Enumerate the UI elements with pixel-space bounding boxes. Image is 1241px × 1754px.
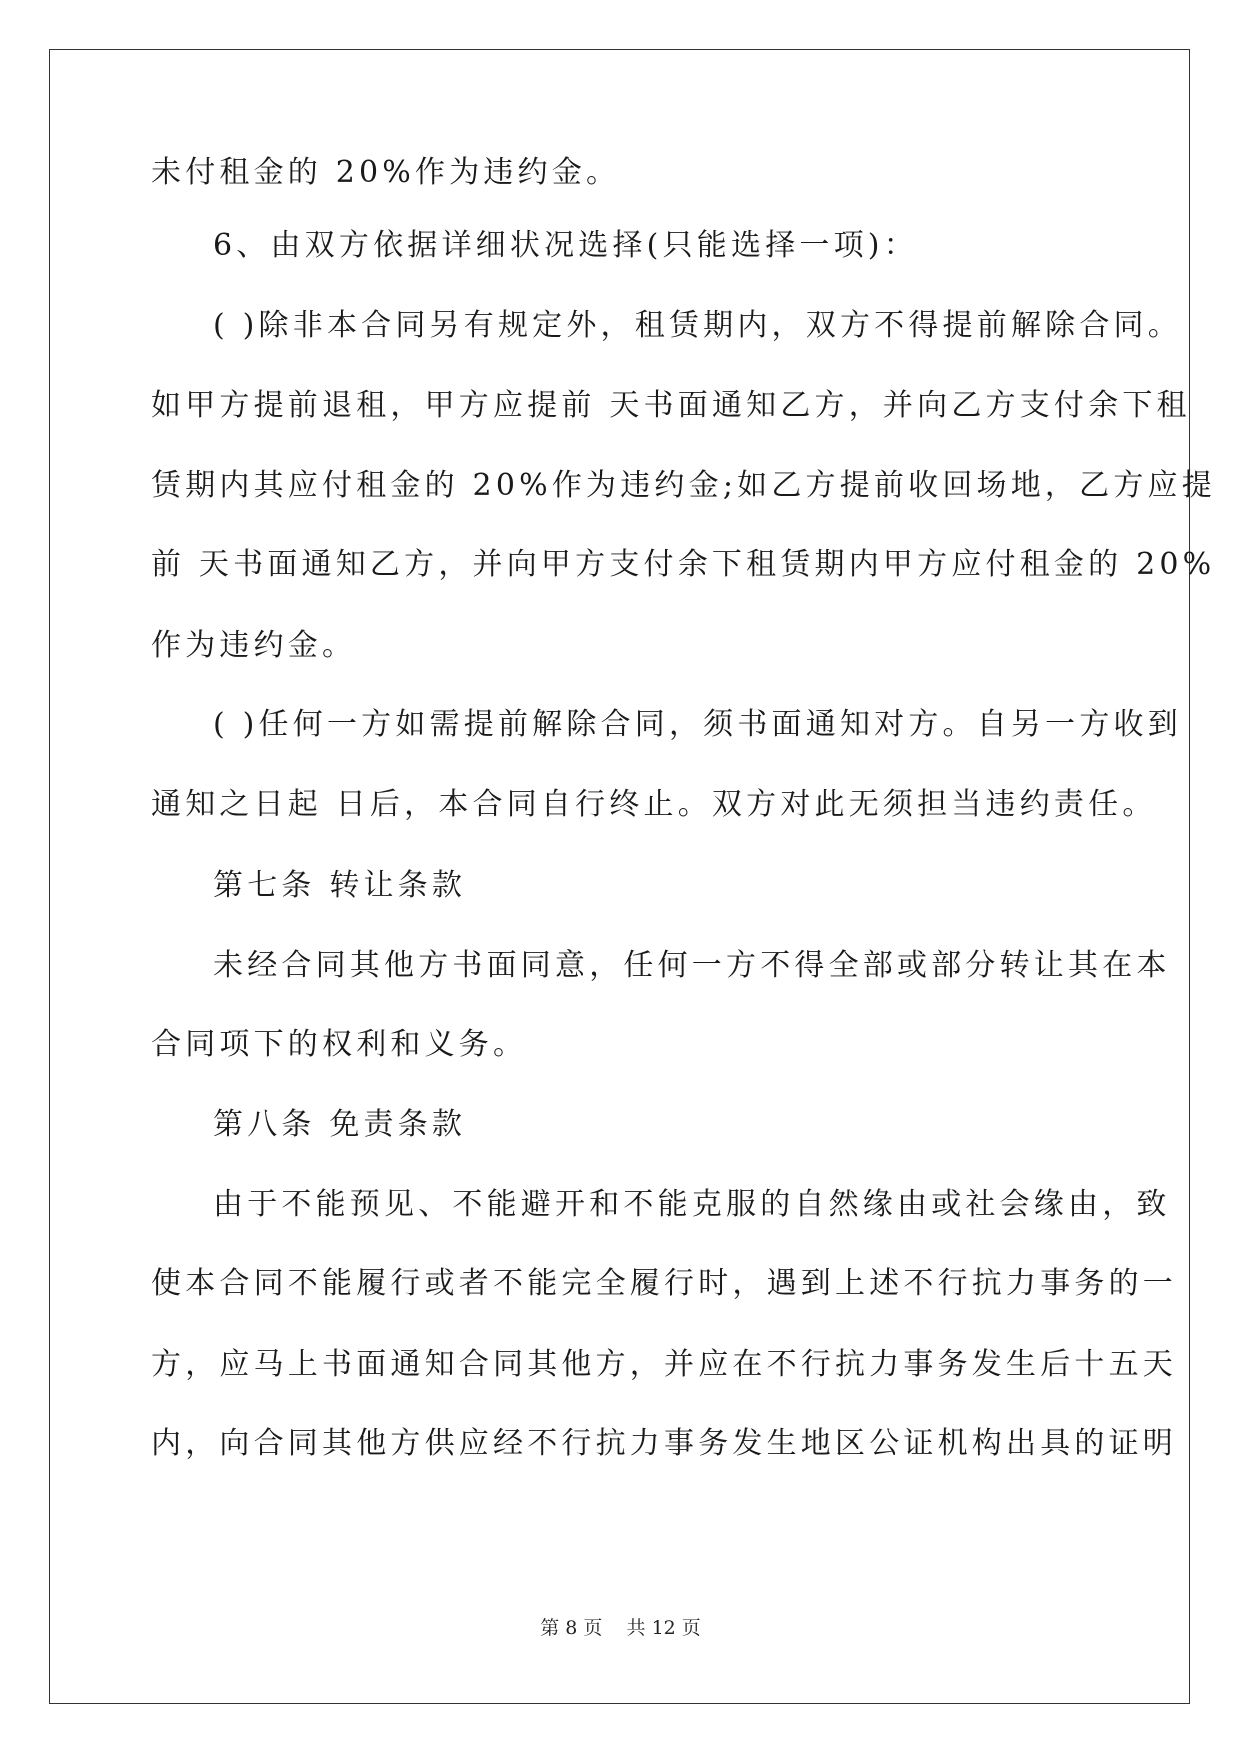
page-number: 第 8 页 共 12 页 <box>540 1617 701 1639</box>
text-line: 通知之日起 日后，本合同自行终止。双方对此无须担当违约责任。 <box>151 787 1157 822</box>
text-line: 由于不能预见、不能避开和不能克服的自然缘由或社会缘由，致 <box>213 1187 1171 1222</box>
text-line: 赁期内其应付租金的 20%作为违约金;如乙方提前收回场地，乙方应提 <box>151 468 1216 503</box>
text-line: 未经合同其他方书面同意，任何一方不得全部或部分转让其在本 <box>213 948 1171 983</box>
text-line: ( )任何一方如需提前解除合同，须书面通知对方。自另一方收到 <box>213 707 1182 742</box>
section-heading: 第八条 免责条款 <box>213 1107 467 1142</box>
text-line: 合同项下的权利和义务。 <box>151 1027 528 1062</box>
text-line: 方，应马上书面通知合同其他方，并应在不行抗力事务发生后十五天 <box>151 1347 1177 1382</box>
section-heading: 第七条 转让条款 <box>213 868 467 903</box>
text-line: ( )除非本合同另有规定外，租赁期内，双方不得提前解除合同。 <box>213 308 1182 343</box>
page-footer <box>0 1616 1241 1640</box>
text-line: 未付租金的 20%作为违约金。 <box>151 155 621 190</box>
text-line: 前 天书面通知乙方，并向甲方支付余下租赁期内甲方应付租金的 20% <box>151 547 1216 582</box>
text-line: 如甲方提前退租，甲方应提前 天书面通知乙方，并向乙方支付余下租 <box>151 388 1191 423</box>
text-line: 使本合同不能履行或者不能完全履行时，遇到上述不行抗力事务的一 <box>151 1266 1177 1301</box>
text-line: 6、由双方依据详细状况选择(只能选择一项)： <box>213 228 918 263</box>
text-line: 作为违约金。 <box>151 628 357 663</box>
text-line: 内，向合同其他方供应经不行抗力事务发生地区公证机构出具的证明 <box>151 1426 1177 1461</box>
